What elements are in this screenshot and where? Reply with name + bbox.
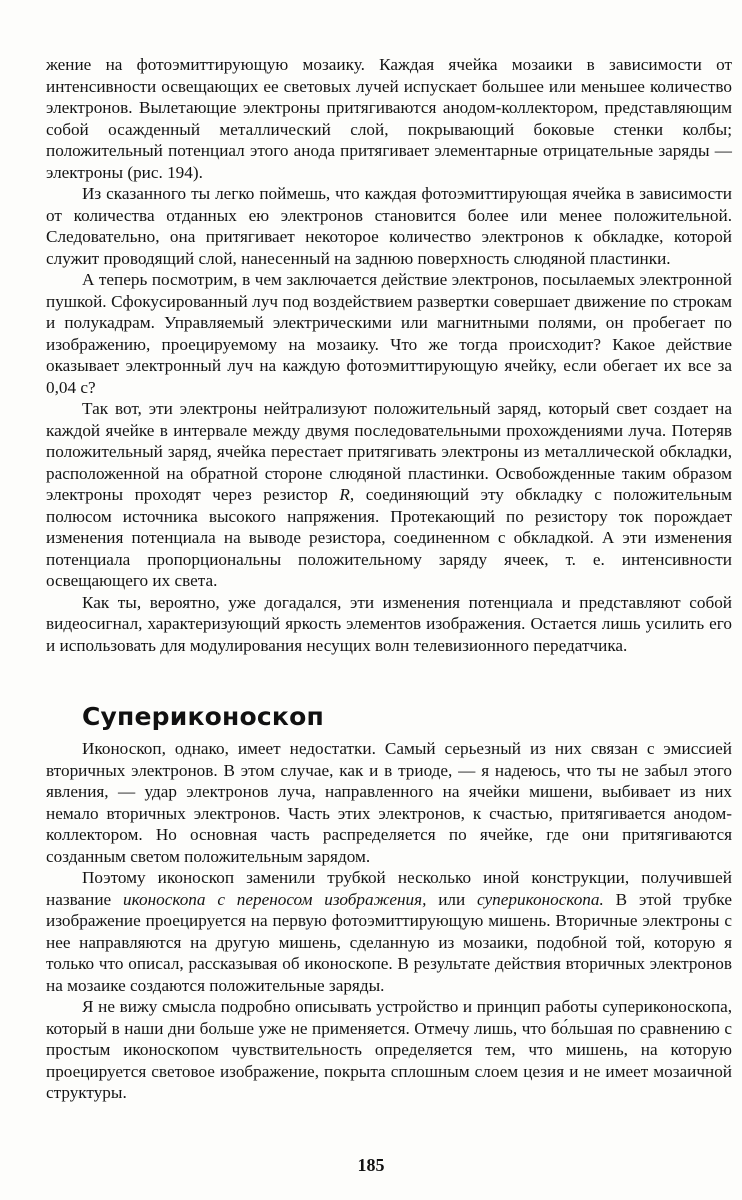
paragraph: Как ты, вероятно, уже догадался, эти изменения потенциала и представляют собой видеосигнал, характеризующий яркость элементов изображения. Остается лишь усилить его и использовать для модулирования несущих волн телевизионного передатчика.: [46, 592, 732, 655]
paragraph: Я не вижу смысла подробно описывать устройство и принцип работы супериконоскопа, который в наши дни больше уже не применяется. Отмечу лишь, что бо́льшая по сравнению с простым иконоскопом чувствительность определяется тем, что мишень, на которую проецируется световое изображение, покрыта сплошным слоем цезия и не имеет мозаичной структуры.: [46, 997, 732, 1102]
paragraph: Иконоскоп, однако, имеет недостатки. Самый серьезный из них связан с эмиссией вторичных электронов. В этом случае, как и в триоде, — я надеюсь, что ты не забыл этого явления, — удар электронов луча, направленного на ячейки мишени, выбивает из них немало вторичных электронов. Часть этих электронов, к счастью, притягивается анодом-коллектором. Но основная часть распределяется по ячейке, где они притягиваются созданным светом положительным зарядом.: [46, 739, 732, 866]
resistor-symbol: R: [339, 485, 350, 504]
text-section-iconoscope-operation: [46, 54, 732, 656]
section-heading: Супериконоскоп: [82, 702, 324, 731]
term-italic: иконоскопа с переносом изображения,: [123, 889, 427, 909]
paragraph: жение на фотоэмиттирующую мозаику. Каждая ячейка мозаики в зависимости от интенсивности освещающих ее световых лучей испускает большее или меньшее количество электронов. Вылетающие электроны притягиваются анодом-коллектором, представляющим собой осажденный металлический слой, покрывающий боковые стенки колбы; положительный потенциал этого анода притягивает элементарные отрицательные заряды — электроны (рис. 194).: [46, 55, 732, 182]
paragraph-text: В этой трубке изображение проецируется на первую фотоэмиттирующую мишень. Вторичные электроны с нее направляются на другую мишень, сделанную из мозаики, подобной той, которую я только что описал, рассказывая об иконоскопе. В результате действия вторичных электронов на мозаике создаются положительные заряды.: [46, 889, 732, 995]
term-italic: супериконоскопа.: [477, 889, 604, 909]
paragraph-text: , соединяющий эту обкладку с положительным полюсом источника высокого напряжения. Протекающий по резистору ток порождает изменения потенциала на выводе резистора, соединенном с обкладкой. А эти изменения потенциала пропорциональны положительному заряду ячеек, т. е. интенсивности освещающего их света.: [46, 485, 732, 590]
paragraph: [46, 398, 732, 592]
paragraph-text: Так вот, эти электроны нейтрализуют положительный заряд, который свет создает на каждой ячейке в интервале между двумя последовательными прохождениями луча. Потеряв положительный заряд, ячейка перестает притягивать электроны из металлической обкладки, расположенной на обратной стороне слюдяной пластинки. Освобожденные таким образом электроны проходят через резистор: [46, 399, 732, 504]
paragraph-text: Поэтому иконоскоп заменили трубкой несколько иной конструкции, получившей название: [46, 868, 732, 909]
text-section-supericonoscope: [46, 738, 732, 1104]
paragraph: Из сказанного ты легко поймешь, что каждая фотоэмиттирующая ячейка в зависимости от количества отданных ею электронов становится более или менее положительной. Следовательно, она притягивает некоторое количество электронов к обкладке, которой служит проводящий слой, нанесенный на заднюю поверхность слюдяной пластинки.: [46, 184, 732, 268]
paragraph-text: или: [426, 889, 478, 909]
page-number: 185: [357, 1155, 385, 1175]
paragraph: [46, 867, 732, 996]
paragraph: А теперь посмотрим, в чем заключается действие электронов, посылаемых электронной пушкой. Сфокусированный луч под воздействием развертки совершает движение по строкам и полукадрам. Управляемый электрическими или магнитными полями, он пробегает по изображению, проецируемому на мозаику. Что же тогда происходит? Какое действие оказывает электронный луч на каждую фотоэмиттирующую ячейку, если обегает их все за 0,04 с?: [46, 270, 732, 397]
